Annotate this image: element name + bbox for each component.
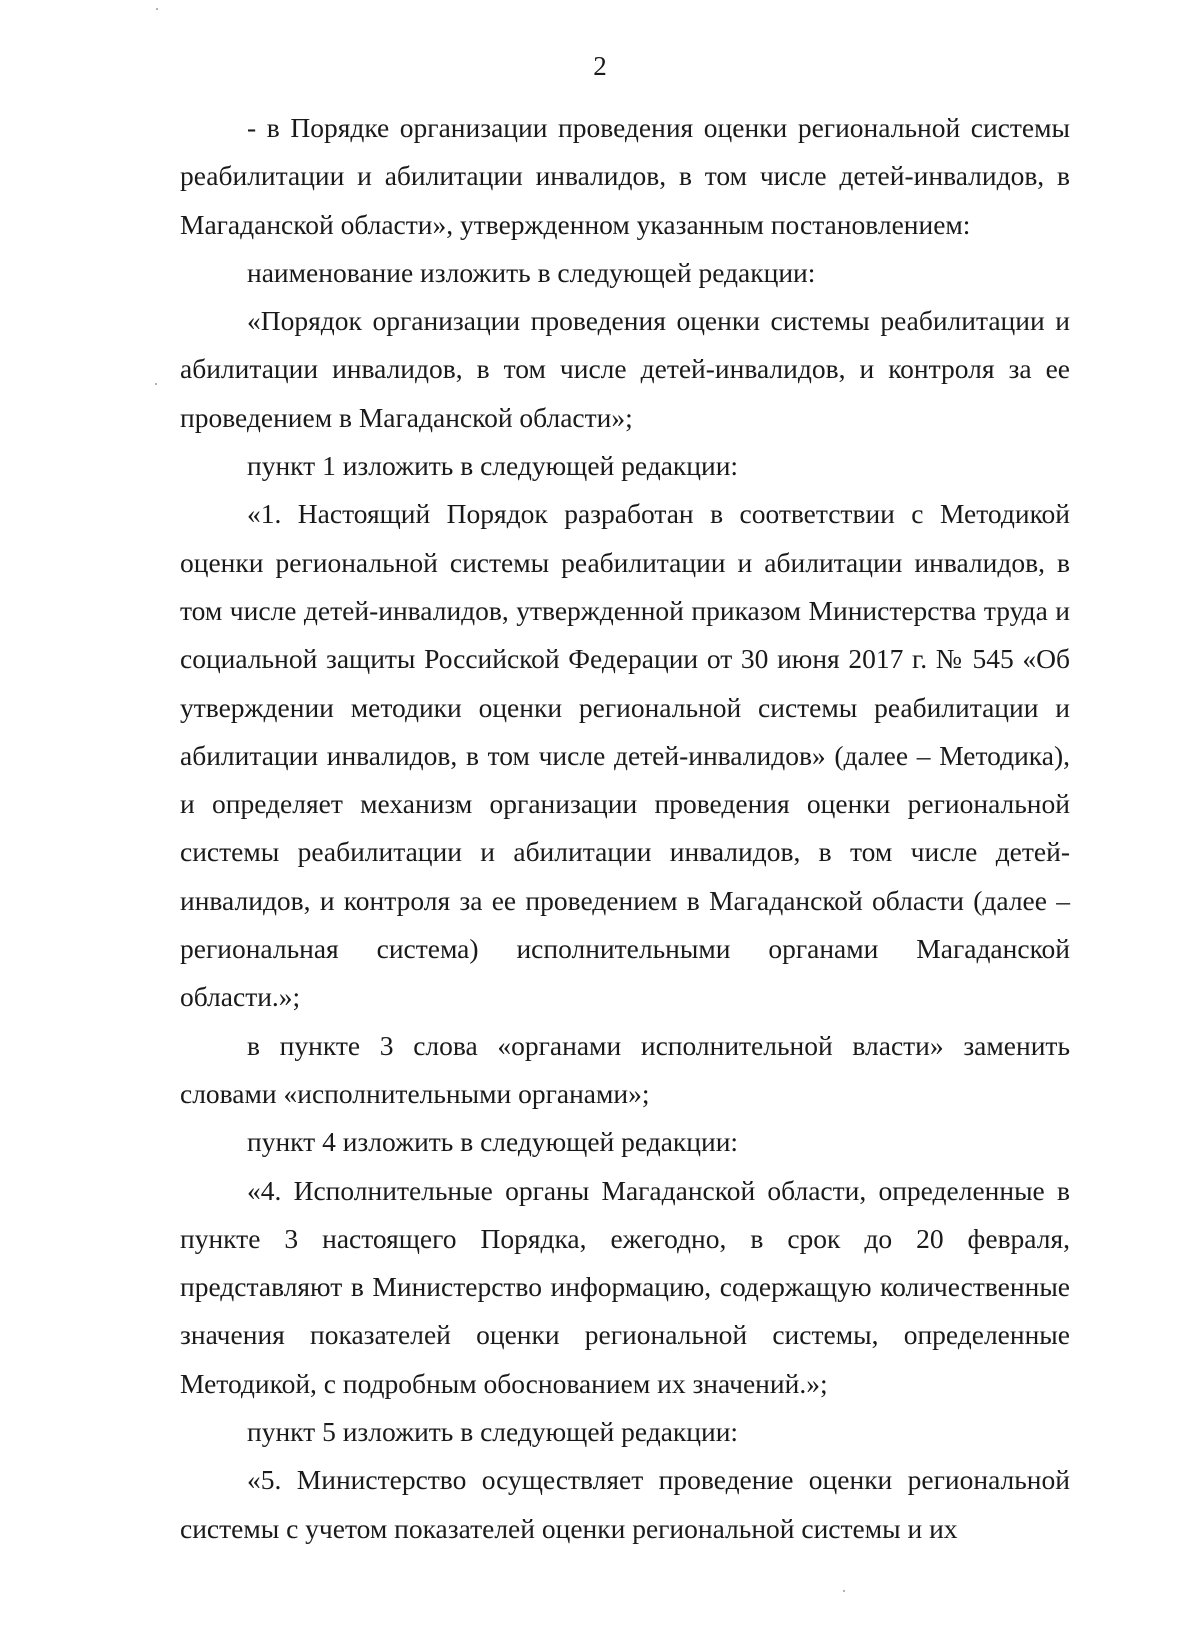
paragraph-point-1-instruction: пункт 1 изложить в следующей редакции: (247, 450, 739, 482)
paragraph-point-4-instruction: пункт 4 изложить в следующей редакции: (247, 1126, 739, 1158)
paragraph-new-title: «Порядок организации проведения оценки системы реабилитации и абилитации инвалидов, в том числе детей-инвалидов, и контроля за ее проведением в Магаданской области»; (180, 305, 1070, 433)
paragraph-amendment-intro: - в Порядке организации проведения оценки региональной системы реабилитации и абилитации инвалидов, в том числе детей-инвалидов, в Магаданской области», утвержденном указанным постановлением: (180, 112, 1070, 240)
scan-speck (156, 8, 158, 10)
paragraph-point-4-text: «4. Исполнительные органы Магаданской области, определенные в пункте 3 настоящего Порядка, ежегодно, в срок до 20 февраля, представляют в Министерство информацию, содержащую количественные значения показателей оценки региональной системы, определенные Методикой, с подробным обоснованием их значений.»; (180, 1174, 1070, 1399)
paragraph-point-5-text: «5. Министерство осуществляет проведение оценки региональной системы с учетом показателей оценки региональной системы и их (180, 1464, 1070, 1544)
scan-speck (155, 383, 157, 385)
scan-speck (843, 1590, 845, 1592)
paragraph-point-5-instruction: пункт 5 изложить в следующей редакции: (247, 1416, 739, 1448)
paragraph-point-3-amendment: в пункте 3 слова «органами исполнительной власти» заменить словами «исполнительными органами»; (180, 1029, 1070, 1109)
paragraph-title-instruction: наименование изложить в следующей редакции: (247, 256, 816, 288)
paragraph-point-1-text: «1. Настоящий Порядок разработан в соответствии с Методикой оценки региональной системы реабилитации и абилитации инвалидов, в том числе детей-инвалидов, утвержденной приказом Министерства труда и социальной защиты Российской Федерации от 30 июня 2017 г. № 545 «Об утверждении методики оценки региональной системы реабилитации и абилитации инвалидов, в том числе детей-инвалидов» (далее – Методика), и определяет механизм организации проведения оценки региональной системы реабилитации и абилитации инвалидов, в том числе детей-инвалидов, и контроля за ее проведением в Магаданской области (далее – региональная система) исполнительными органами Магаданской области.»; (180, 498, 1070, 1013)
document-body (180, 104, 1070, 1553)
page-number: 2 (593, 51, 607, 81)
